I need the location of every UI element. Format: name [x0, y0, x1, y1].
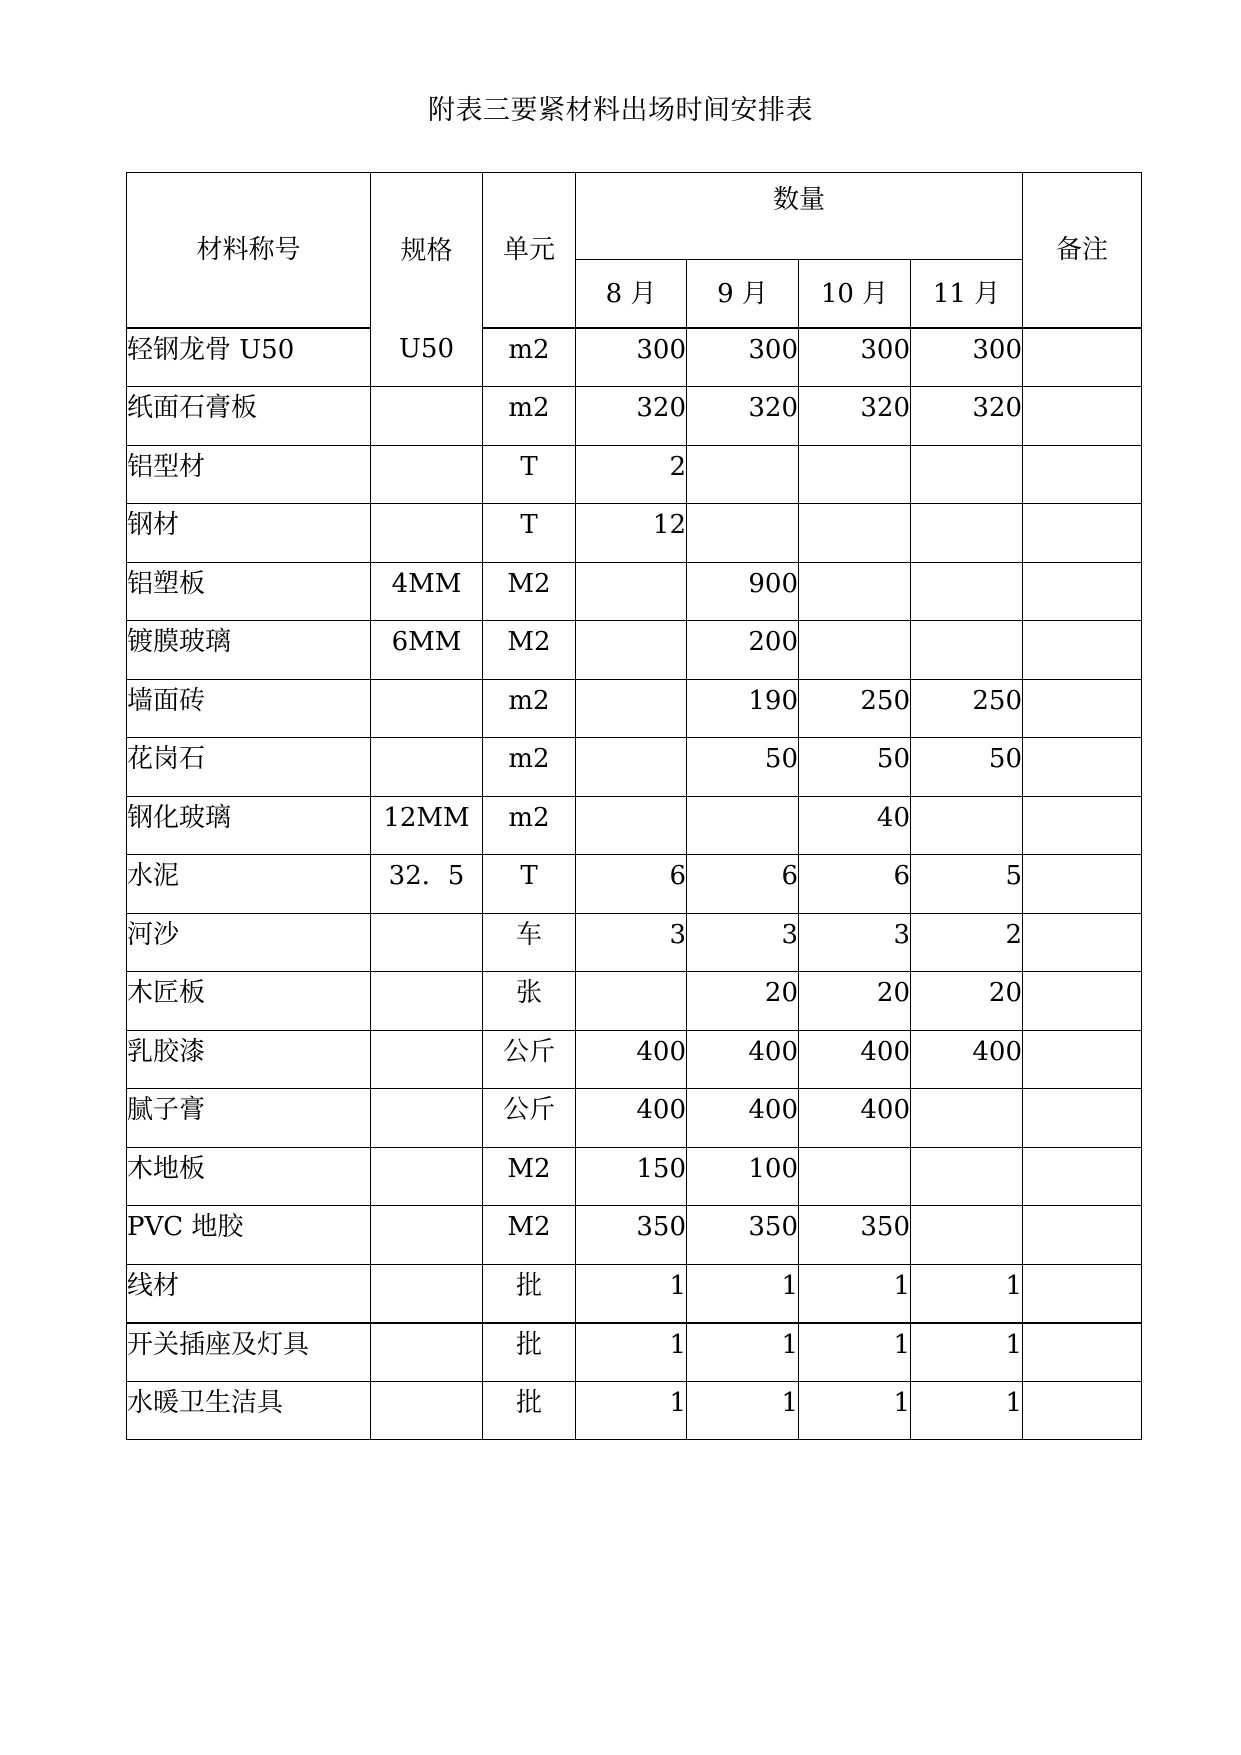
remark-cell: [1023, 679, 1142, 738]
table-row: [127, 738, 1142, 797]
unit-cell: 车: [483, 913, 576, 972]
remark-cell: [1023, 1323, 1142, 1382]
material-name-cell: 铝型材: [127, 445, 371, 504]
material-name-cell: 水泥: [127, 855, 371, 914]
remark-cell: [1023, 387, 1142, 446]
table-row: [127, 796, 1142, 855]
header-month-10: 10 月: [799, 260, 911, 329]
qty-oct-cell: 20: [799, 972, 911, 1031]
material-name-cell: 镀膜玻璃: [127, 621, 371, 680]
table-row: [127, 387, 1142, 446]
table-row: [127, 913, 1142, 972]
qty-nov-cell: 20: [911, 972, 1023, 1031]
spec-cell: 32．5: [371, 855, 483, 914]
remark-cell: [1023, 621, 1142, 680]
remark-cell: [1023, 328, 1142, 387]
qty-sep-cell: 3: [687, 913, 799, 972]
material-name-cell: 木地板: [127, 1147, 371, 1206]
table-row: [127, 621, 1142, 680]
material-name-cell: 木匠板: [127, 972, 371, 1031]
qty-aug-cell: 150: [576, 1147, 687, 1206]
qty-aug-cell: 1: [576, 1264, 687, 1323]
material-name-cell: 腻子膏: [127, 1089, 371, 1148]
qty-sep-cell: 1: [687, 1323, 799, 1382]
table-row: [127, 504, 1142, 563]
table-row: [127, 855, 1142, 914]
spec-cell: [371, 1030, 483, 1089]
remark-cell: [1023, 796, 1142, 855]
qty-aug-cell: 400: [576, 1030, 687, 1089]
material-name-cell: 钢材: [127, 504, 371, 563]
qty-nov-cell: 320: [911, 387, 1023, 446]
remark-cell: [1023, 1147, 1142, 1206]
header-quantity: 数量: [576, 173, 1023, 260]
table-row: [127, 328, 1142, 387]
table-row: [127, 1030, 1142, 1089]
qty-nov-cell: [911, 796, 1023, 855]
spec-cell: 4MM: [371, 562, 483, 621]
material-name-cell: 墙面砖: [127, 679, 371, 738]
spec-cell: [371, 1089, 483, 1148]
remark-cell: [1023, 504, 1142, 563]
remark-cell: [1023, 562, 1142, 621]
unit-cell: 批: [483, 1323, 576, 1382]
qty-oct-cell: 3: [799, 913, 911, 972]
spec-cell: 6MM: [371, 621, 483, 680]
table-row: [127, 1264, 1142, 1323]
qty-sep-cell: 6: [687, 855, 799, 914]
material-name-cell: 花岗石: [127, 738, 371, 797]
unit-cell: M2: [483, 562, 576, 621]
qty-aug-cell: 1: [576, 1381, 687, 1440]
header-unit: 单元: [483, 173, 576, 329]
qty-nov-cell: [911, 621, 1023, 680]
qty-sep-cell: [687, 504, 799, 563]
qty-nov-cell: 1: [911, 1381, 1023, 1440]
qty-aug-cell: 350: [576, 1206, 687, 1265]
material-name-cell: PVC 地胶: [127, 1206, 371, 1265]
material-name-cell: 开关插座及灯具: [127, 1323, 371, 1382]
qty-sep-cell: 400: [687, 1089, 799, 1148]
spec-cell: [371, 972, 483, 1031]
qty-aug-cell: 2: [576, 445, 687, 504]
qty-oct-cell: 1: [799, 1381, 911, 1440]
qty-oct-cell: 400: [799, 1030, 911, 1089]
table-row: [127, 1089, 1142, 1148]
qty-sep-cell: 20: [687, 972, 799, 1031]
remark-cell: [1023, 1206, 1142, 1265]
qty-aug-cell: [576, 679, 687, 738]
unit-cell: T: [483, 504, 576, 563]
spec-cell: [371, 1381, 483, 1440]
qty-nov-cell: [911, 445, 1023, 504]
qty-sep-cell: 1: [687, 1381, 799, 1440]
spec-cell: [371, 387, 483, 446]
qty-sep-cell: [687, 796, 799, 855]
qty-sep-cell: 50: [687, 738, 799, 797]
qty-aug-cell: [576, 738, 687, 797]
spec-cell: [371, 445, 483, 504]
qty-aug-cell: 3: [576, 913, 687, 972]
qty-aug-cell: [576, 972, 687, 1031]
material-name-cell: 河沙: [127, 913, 371, 972]
unit-cell: 张: [483, 972, 576, 1031]
qty-sep-cell: 900: [687, 562, 799, 621]
qty-aug-cell: 6: [576, 855, 687, 914]
table-row: [127, 1147, 1142, 1206]
material-name-cell: 水暖卫生洁具: [127, 1381, 371, 1440]
unit-cell: m2: [483, 796, 576, 855]
remark-cell: [1023, 738, 1142, 797]
unit-cell: m2: [483, 328, 576, 387]
qty-oct-cell: 6: [799, 855, 911, 914]
spec-cell: [371, 1323, 483, 1382]
qty-nov-cell: 50: [911, 738, 1023, 797]
qty-oct-cell: 350: [799, 1206, 911, 1265]
unit-cell: m2: [483, 738, 576, 797]
spec-cell: [371, 738, 483, 797]
material-schedule-table: [126, 172, 1142, 1440]
unit-cell: M2: [483, 621, 576, 680]
table-row: [127, 445, 1142, 504]
qty-oct-cell: 50: [799, 738, 911, 797]
qty-nov-cell: [911, 504, 1023, 563]
qty-oct-cell: 40: [799, 796, 911, 855]
qty-sep-cell: 320: [687, 387, 799, 446]
qty-aug-cell: 300: [576, 328, 687, 387]
qty-nov-cell: 2: [911, 913, 1023, 972]
unit-cell: M2: [483, 1206, 576, 1265]
qty-nov-cell: [911, 1089, 1023, 1148]
qty-oct-cell: 320: [799, 387, 911, 446]
spec-cell: U50: [371, 328, 483, 387]
remark-cell: [1023, 913, 1142, 972]
unit-cell: m2: [483, 387, 576, 446]
header-month-11: 11 月: [911, 260, 1023, 329]
remark-cell: [1023, 445, 1142, 504]
qty-oct-cell: [799, 445, 911, 504]
qty-oct-cell: [799, 562, 911, 621]
table-row: [127, 1206, 1142, 1265]
qty-aug-cell: [576, 562, 687, 621]
unit-cell: m2: [483, 679, 576, 738]
table-row: [127, 562, 1142, 621]
qty-nov-cell: 250: [911, 679, 1023, 738]
qty-sep-cell: 300: [687, 328, 799, 387]
material-name-cell: 线材: [127, 1264, 371, 1323]
spec-cell: [371, 1206, 483, 1265]
qty-aug-cell: 400: [576, 1089, 687, 1148]
table-row: [127, 972, 1142, 1031]
unit-cell: 批: [483, 1381, 576, 1440]
qty-sep-cell: 100: [687, 1147, 799, 1206]
unit-cell: 公斤: [483, 1030, 576, 1089]
unit-cell: T: [483, 445, 576, 504]
material-name-cell: 铝塑板: [127, 562, 371, 621]
qty-sep-cell: 350: [687, 1206, 799, 1265]
table-row: [127, 1323, 1142, 1382]
qty-nov-cell: 1: [911, 1264, 1023, 1323]
header-month-8: 8 月: [576, 260, 687, 329]
qty-aug-cell: [576, 621, 687, 680]
qty-nov-cell: [911, 1147, 1023, 1206]
qty-aug-cell: 1: [576, 1323, 687, 1382]
remark-cell: [1023, 1030, 1142, 1089]
qty-oct-cell: [799, 1147, 911, 1206]
remark-cell: [1023, 1381, 1142, 1440]
qty-sep-cell: 200: [687, 621, 799, 680]
qty-oct-cell: 300: [799, 328, 911, 387]
qty-oct-cell: [799, 504, 911, 563]
material-name-cell: 钢化玻璃: [127, 796, 371, 855]
header-remark: 备注: [1023, 173, 1142, 329]
spec-cell: [371, 679, 483, 738]
unit-cell: 公斤: [483, 1089, 576, 1148]
table-row: [127, 1381, 1142, 1440]
qty-aug-cell: 320: [576, 387, 687, 446]
qty-nov-cell: 400: [911, 1030, 1023, 1089]
qty-oct-cell: 1: [799, 1264, 911, 1323]
qty-oct-cell: 1: [799, 1323, 911, 1382]
spec-cell: [371, 1264, 483, 1323]
remark-cell: [1023, 972, 1142, 1031]
qty-nov-cell: 1: [911, 1323, 1023, 1382]
qty-oct-cell: [799, 621, 911, 680]
header-material-name: 材料称号: [127, 173, 371, 329]
qty-nov-cell: 300: [911, 328, 1023, 387]
spec-cell: [371, 504, 483, 563]
qty-aug-cell: 12: [576, 504, 687, 563]
spec-cell: [371, 1147, 483, 1206]
header-month-9: 9 月: [687, 260, 799, 329]
qty-aug-cell: [576, 796, 687, 855]
remark-cell: [1023, 1264, 1142, 1323]
unit-cell: M2: [483, 1147, 576, 1206]
material-name-cell: 乳胶漆: [127, 1030, 371, 1089]
qty-nov-cell: [911, 1206, 1023, 1265]
material-name-cell: 轻钢龙骨 U50: [127, 328, 371, 387]
table-row: [127, 679, 1142, 738]
unit-cell: T: [483, 855, 576, 914]
qty-sep-cell: 190: [687, 679, 799, 738]
qty-nov-cell: 5: [911, 855, 1023, 914]
remark-cell: [1023, 855, 1142, 914]
material-name-cell: 纸面石膏板: [127, 387, 371, 446]
qty-oct-cell: 250: [799, 679, 911, 738]
qty-sep-cell: 1: [687, 1264, 799, 1323]
remark-cell: [1023, 1089, 1142, 1148]
qty-sep-cell: 400: [687, 1030, 799, 1089]
qty-sep-cell: [687, 445, 799, 504]
spec-cell: [371, 913, 483, 972]
spec-cell: 12MM: [371, 796, 483, 855]
qty-nov-cell: [911, 562, 1023, 621]
document-title: 附表三要紧材料出场时间安排表: [428, 95, 813, 126]
unit-cell: 批: [483, 1264, 576, 1323]
header-spec: 规格: [371, 173, 483, 329]
qty-oct-cell: 400: [799, 1089, 911, 1148]
